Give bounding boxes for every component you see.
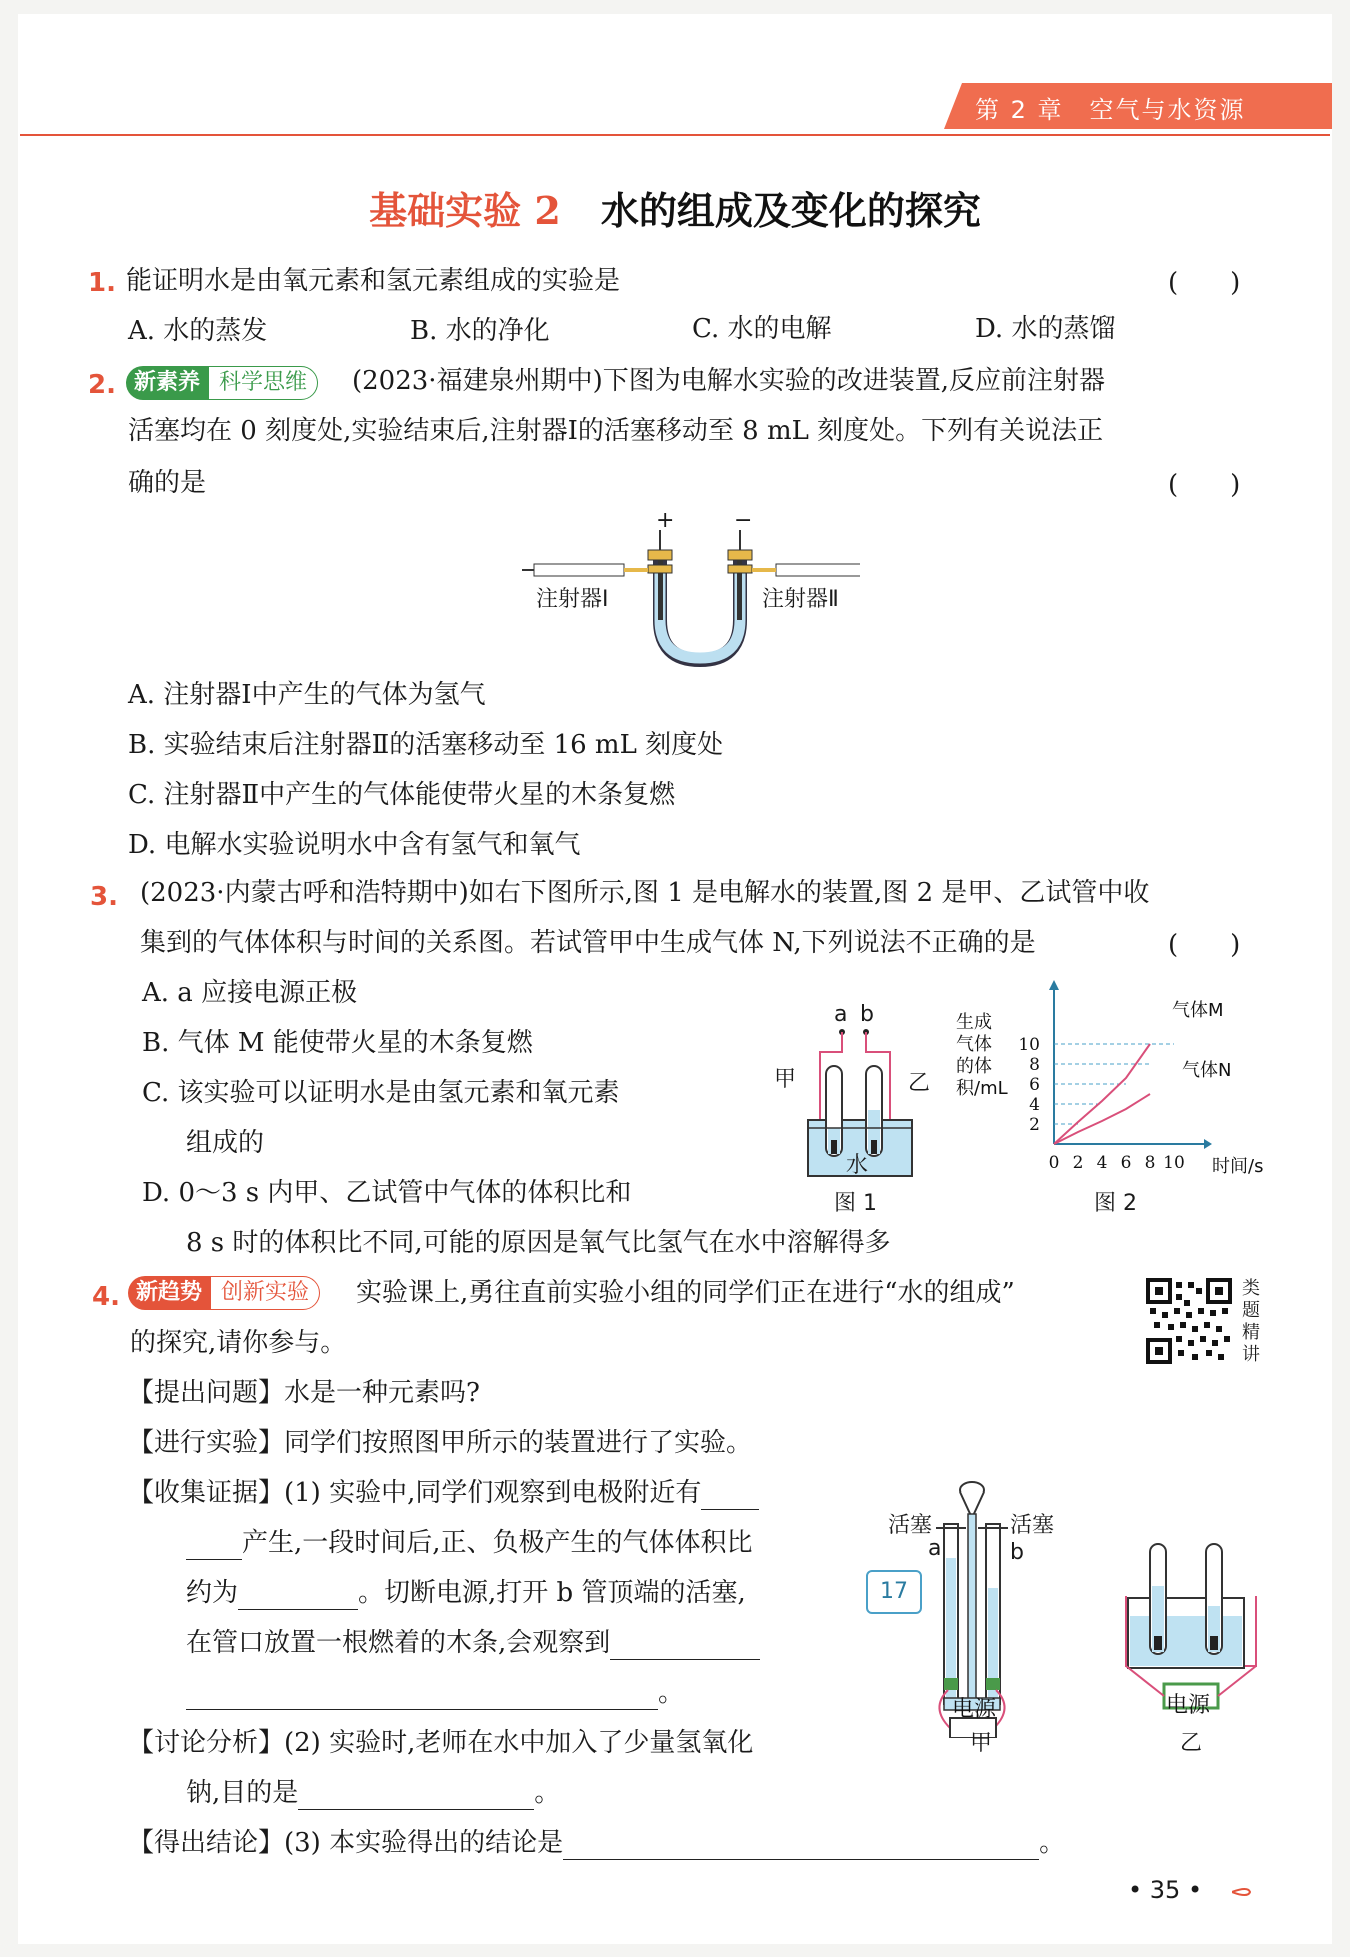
answer-paren: ( ) xyxy=(1168,470,1241,500)
q4-evidence-text: 。切断电源,打开 b 管顶端的活塞, xyxy=(358,1578,746,1608)
q4-conclusion-text: 【得出结论】(3) 本实验得出的结论是 xyxy=(128,1828,564,1858)
syringe-label-left: 注射器Ⅰ xyxy=(536,587,609,612)
page-number: • 35 • xyxy=(1128,1876,1203,1904)
x-tick-label: 6 xyxy=(1120,1153,1132,1173)
x-tick-label: 4 xyxy=(1096,1153,1108,1173)
water-label: 水 xyxy=(846,1153,869,1178)
x-tick-label: 10 xyxy=(1163,1153,1185,1173)
x-tick-label: 2 xyxy=(1072,1153,1084,1173)
q4-evidence-text: 在管口放置一根燃着的木条,会观察到 xyxy=(186,1628,611,1658)
qr-code[interactable] xyxy=(1146,1278,1232,1364)
q4-discussion-text: 。 xyxy=(534,1778,561,1808)
fig-a-caption: 甲 xyxy=(970,1731,993,1756)
series-label: 气体N xyxy=(1182,1060,1232,1081)
electrode-b-label: b xyxy=(860,1002,874,1027)
answer-blank[interactable] xyxy=(701,1483,759,1510)
power-source-label: 电源 xyxy=(1166,1693,1211,1718)
answer-blank[interactable] xyxy=(238,1583,358,1610)
q2-line2: 活塞均在 0 刻度处,实验结束后,注射器Ⅰ的活塞移动至 8 mL 刻度处。下列有关说法正 xyxy=(128,416,1104,446)
q2-option-d: D. 电解水实验说明水中含有氢气和氧气 xyxy=(128,830,581,860)
power-source-label: 电源 xyxy=(952,1697,997,1722)
question-number: 2. xyxy=(88,370,116,400)
q4-line2: 的探究,请你参与。 xyxy=(130,1328,347,1358)
y-tick-label: 8 xyxy=(1029,1055,1040,1075)
fig1-caption: 图 1 xyxy=(834,1191,877,1216)
q4-discussion-line2 xyxy=(186,1776,560,1810)
q4-evidence-text: 产生,一段时间后,正、负极产生的气体体积比 xyxy=(242,1528,753,1558)
q4-evidence-line4 xyxy=(186,1626,760,1660)
q3-option-c: C. 该实验可以证明水是由氢元素和氧元素 xyxy=(142,1078,620,1108)
tube-left-label: 甲 xyxy=(774,1067,797,1092)
x-axis-label: 时间/s xyxy=(1212,1156,1264,1177)
fig2-caption: 图 2 xyxy=(1094,1191,1137,1216)
q4-discussion-text: 钠,目的是 xyxy=(186,1778,299,1808)
q4-evidence-text: 。 xyxy=(658,1678,685,1708)
q2-option-c: C. 注射器Ⅱ中产生的气体能使带火星的木条复燃 xyxy=(128,780,676,810)
q4-conclusion xyxy=(128,1826,1065,1860)
q4-evidence-text: 【收集证据】(1) 实验中,同学们观察到电极附近有 xyxy=(128,1478,702,1508)
answer-blank[interactable] xyxy=(186,1683,658,1710)
y-tick-label: 10 xyxy=(1018,1035,1040,1055)
y-axis-label: 气体 xyxy=(956,1034,992,1055)
q4-evidence-line1 xyxy=(128,1476,759,1510)
q4-line1: 实验课上,勇往直前实验小组的同学们正在进行“水的组成” xyxy=(356,1278,1015,1308)
y-axis-label: 的体 xyxy=(956,1056,992,1077)
question-number: 4. xyxy=(92,1282,120,1312)
y-axis-label: 生成 xyxy=(956,1012,992,1033)
q4-evidence-text: 约为 xyxy=(186,1578,239,1608)
q1-option-a: A. 水的蒸发 xyxy=(128,316,268,346)
y-axis-label: 积/mL xyxy=(956,1078,1008,1099)
answer-blank[interactable] xyxy=(610,1633,760,1660)
q4-experiment: 【进行实验】同学们按照图甲所示的装置进行了实验。 xyxy=(128,1428,753,1458)
q3-option-a: A. a 应接电源正极 xyxy=(142,978,358,1008)
q2-line1: (2023·福建泉州期中)下图为电解水实验的改进装置,反应前注射器 xyxy=(352,366,1105,396)
qr-caption: 类题精讲 xyxy=(1242,1278,1260,1365)
electrode-a-label: a xyxy=(834,1002,848,1027)
header-rule xyxy=(20,134,1330,136)
q3-option-b: B. 气体 M 能使带火星的木条复燃 xyxy=(142,1028,533,1058)
badge-tag: 科学思维 xyxy=(208,366,318,400)
syringe-label-right: 注射器Ⅱ xyxy=(762,587,839,612)
title-part1: 基础实验 2 xyxy=(369,188,561,233)
question-number: 3. xyxy=(90,882,118,912)
series-label: 气体M xyxy=(1172,1000,1224,1021)
q3-option-d: D. 0～3 s 内甲、乙试管中气体的体积比和 xyxy=(142,1178,632,1208)
badge-new-trend xyxy=(128,1276,320,1310)
q1-option-b: B. 水的净化 xyxy=(410,316,550,346)
y-axis-arrow xyxy=(1049,980,1059,990)
x-tick-label: 0 xyxy=(1048,1153,1060,1173)
title-part2: 水的组成及变化的探究 xyxy=(600,188,981,233)
q3-option-d-cont: 8 s 时的体积比不同,可能的原因是氧气比氢气在水中溶解得多 xyxy=(186,1228,891,1258)
tube-b-label: b xyxy=(1010,1540,1024,1565)
answer-blank[interactable] xyxy=(186,1533,242,1560)
q3-option-c-cont: 组成的 xyxy=(186,1128,265,1158)
answer-paren: ( ) xyxy=(1168,930,1241,960)
q4-evidence-line2 xyxy=(186,1526,753,1560)
plus-sign: + xyxy=(656,508,675,533)
q1-option-c: C. 水的电解 xyxy=(692,314,832,344)
y-tick-label: 2 xyxy=(1029,1115,1040,1135)
chapter-title: 第 2 章 空气与水资源 xyxy=(975,96,1246,124)
y-tick-label: 4 xyxy=(1029,1095,1040,1115)
q4-discussion-line1: 【讨论分析】(2) 实验时,老师在水中加入了少量氢氧化 xyxy=(128,1728,754,1758)
tube-right-label: 乙 xyxy=(908,1071,931,1096)
answer-paren: ( ) xyxy=(1168,268,1241,298)
tube-a-label: a xyxy=(928,1536,942,1561)
question-number: 1. xyxy=(88,268,116,298)
q3-line2: 集到的气体体积与时间的关系图。若试管甲中生成气体 N,下列说法不正确的是 xyxy=(140,928,1036,958)
q4-evidence-line3 xyxy=(186,1576,746,1610)
q2-line3: 确的是 xyxy=(128,468,207,498)
q1-option-d: D. 水的蒸馏 xyxy=(975,314,1116,344)
answer-blank[interactable] xyxy=(563,1833,1039,1860)
answer-blank[interactable] xyxy=(298,1783,534,1810)
x-tick-label: 8 xyxy=(1144,1153,1156,1173)
badge-main: 新趋势 xyxy=(128,1276,210,1310)
tutorial-badge: 17 xyxy=(866,1570,922,1614)
page-number-ornament xyxy=(1232,1886,1254,1898)
gas-volume-chart xyxy=(950,976,1270,1186)
page-title xyxy=(0,180,1350,235)
q4-conclusion-text: 。 xyxy=(1039,1828,1066,1858)
y-tick-label: 6 xyxy=(1029,1075,1040,1095)
badge-main: 新素养 xyxy=(126,366,208,400)
minus-sign: − xyxy=(734,508,753,533)
q4-ask-question: 【提出问题】水是一种元素吗? xyxy=(128,1378,480,1408)
q4-evidence-line5 xyxy=(186,1676,684,1710)
badge-new-literacy xyxy=(126,366,318,400)
q2-option-b: B. 实验结束后注射器Ⅱ的活塞移动至 16 mL 刻度处 xyxy=(128,730,724,760)
series-line xyxy=(1054,1044,1150,1144)
valve-label-left: 活塞 xyxy=(888,1513,933,1538)
valve-label-right: 活塞 xyxy=(1010,1513,1055,1538)
x-axis-arrow xyxy=(1204,1139,1212,1149)
q2-option-a: A. 注射器Ⅰ中产生的气体为氢气 xyxy=(128,680,486,710)
q3-line1: (2023·内蒙古呼和浩特期中)如右下图所示,图 1 是电解水的装置,图 2 是甲、乙试管中收 xyxy=(140,878,1150,908)
q1-stem: 能证明水是由氧元素和氢元素组成的实验是 xyxy=(126,266,621,296)
fig-b-caption: 乙 xyxy=(1180,1731,1203,1756)
badge-tag: 创新实验 xyxy=(210,1276,320,1310)
